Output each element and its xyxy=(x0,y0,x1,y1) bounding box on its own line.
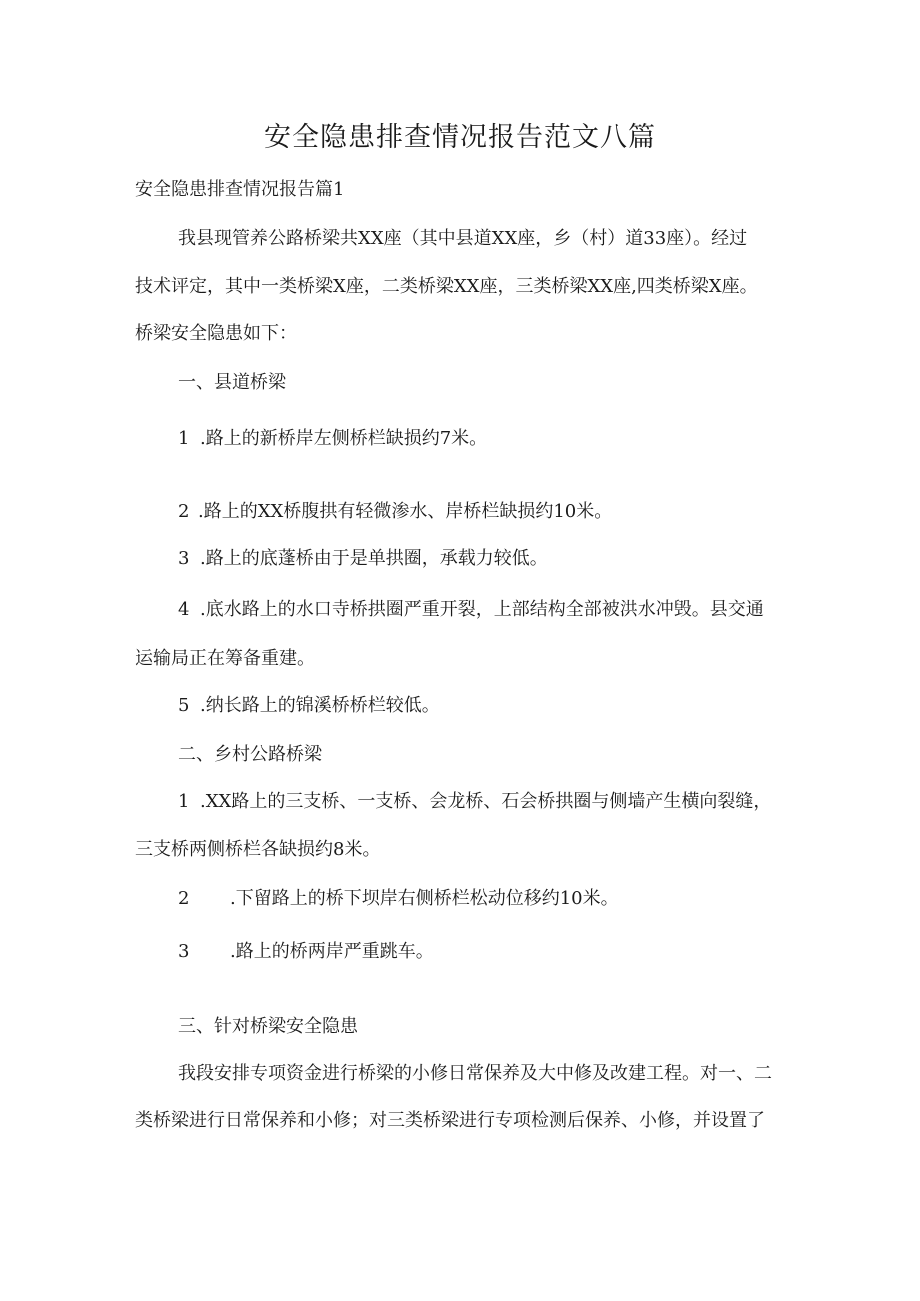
item-number: 2 xyxy=(178,501,190,522)
closing-paragraph-line-1: 我段安排专项资金进行桥梁的小修日常保养及大中修及改建工程。对一、二 xyxy=(178,1063,772,1084)
section-2-item-3 xyxy=(178,939,434,965)
section-2-heading: 二、乡村公路桥梁 xyxy=(178,744,322,765)
section-1-item-3 xyxy=(178,546,548,572)
item-text: .路上的新桥岸左侧桥栏缺损约7米。 xyxy=(200,428,488,449)
section-1-item-1 xyxy=(178,426,487,452)
section-1-item-4 xyxy=(178,597,764,623)
document-title: 安全隐患排查情况报告范文八篇 xyxy=(264,122,656,153)
item-text: .路上的桥两岸严重跳车。 xyxy=(230,941,434,962)
section-1-item-5 xyxy=(178,693,440,719)
item-number: 2 xyxy=(178,888,190,909)
item-number: 4 xyxy=(178,599,190,620)
item-number: 1 xyxy=(178,428,190,449)
section-2-item-2 xyxy=(178,886,619,912)
section-3-heading: 三、针对桥梁安全隐患 xyxy=(178,1016,358,1037)
item-text: .底水路上的水口寺桥拱圈严重开裂，上部结构全部被洪水冲毁。县交通 xyxy=(200,599,764,620)
item-text: .下留路上的桥下坝岸右侧桥栏松动位移约10米。 xyxy=(230,888,619,909)
item-number: 3 xyxy=(178,548,190,569)
section-2-item-1 xyxy=(178,789,771,815)
section-2-item-1-continued: 三支桥两侧桥栏各缺损约8米。 xyxy=(135,839,381,860)
intro-paragraph-line-3: 桥梁安全隐患如下： xyxy=(135,323,297,344)
section-1-heading: 一、县道桥梁 xyxy=(178,372,286,393)
section-1-item-4-continued: 运输局正在筹备重建。 xyxy=(135,648,315,669)
item-text: .XX路上的三支桥、一支桥、会龙桥、石会桥拱圈与侧墙产生横向裂缝， xyxy=(200,791,772,812)
section-1-item-2 xyxy=(178,499,612,525)
document-subtitle: 安全隐患排查情况报告篇1 xyxy=(135,179,345,200)
item-number: 5 xyxy=(178,695,190,716)
closing-paragraph-line-2: 类桥梁进行日常保养和小修；对三类桥梁进行专项检测后保养、小修，并设置了 xyxy=(135,1110,765,1131)
item-number: 3 xyxy=(178,941,190,962)
intro-paragraph-line-2: 技术评定，其中一类桥梁X座，二类桥梁XX座，三类桥梁XX座,四类桥梁X座。 xyxy=(135,276,758,297)
item-number: 1 xyxy=(178,791,190,812)
item-text: .路上的底蓬桥由于是单拱圈，承载力较低。 xyxy=(200,548,548,569)
intro-paragraph-line-1: 我县现管养公路桥梁共XX座（其中县道XX座，乡（村）道33座）。经过 xyxy=(178,228,748,249)
item-text: .纳长路上的锦溪桥桥栏较低。 xyxy=(200,695,440,716)
item-text: .路上的XX桥腹拱有轻微渗水、岸桥栏缺损约10米。 xyxy=(198,501,613,522)
